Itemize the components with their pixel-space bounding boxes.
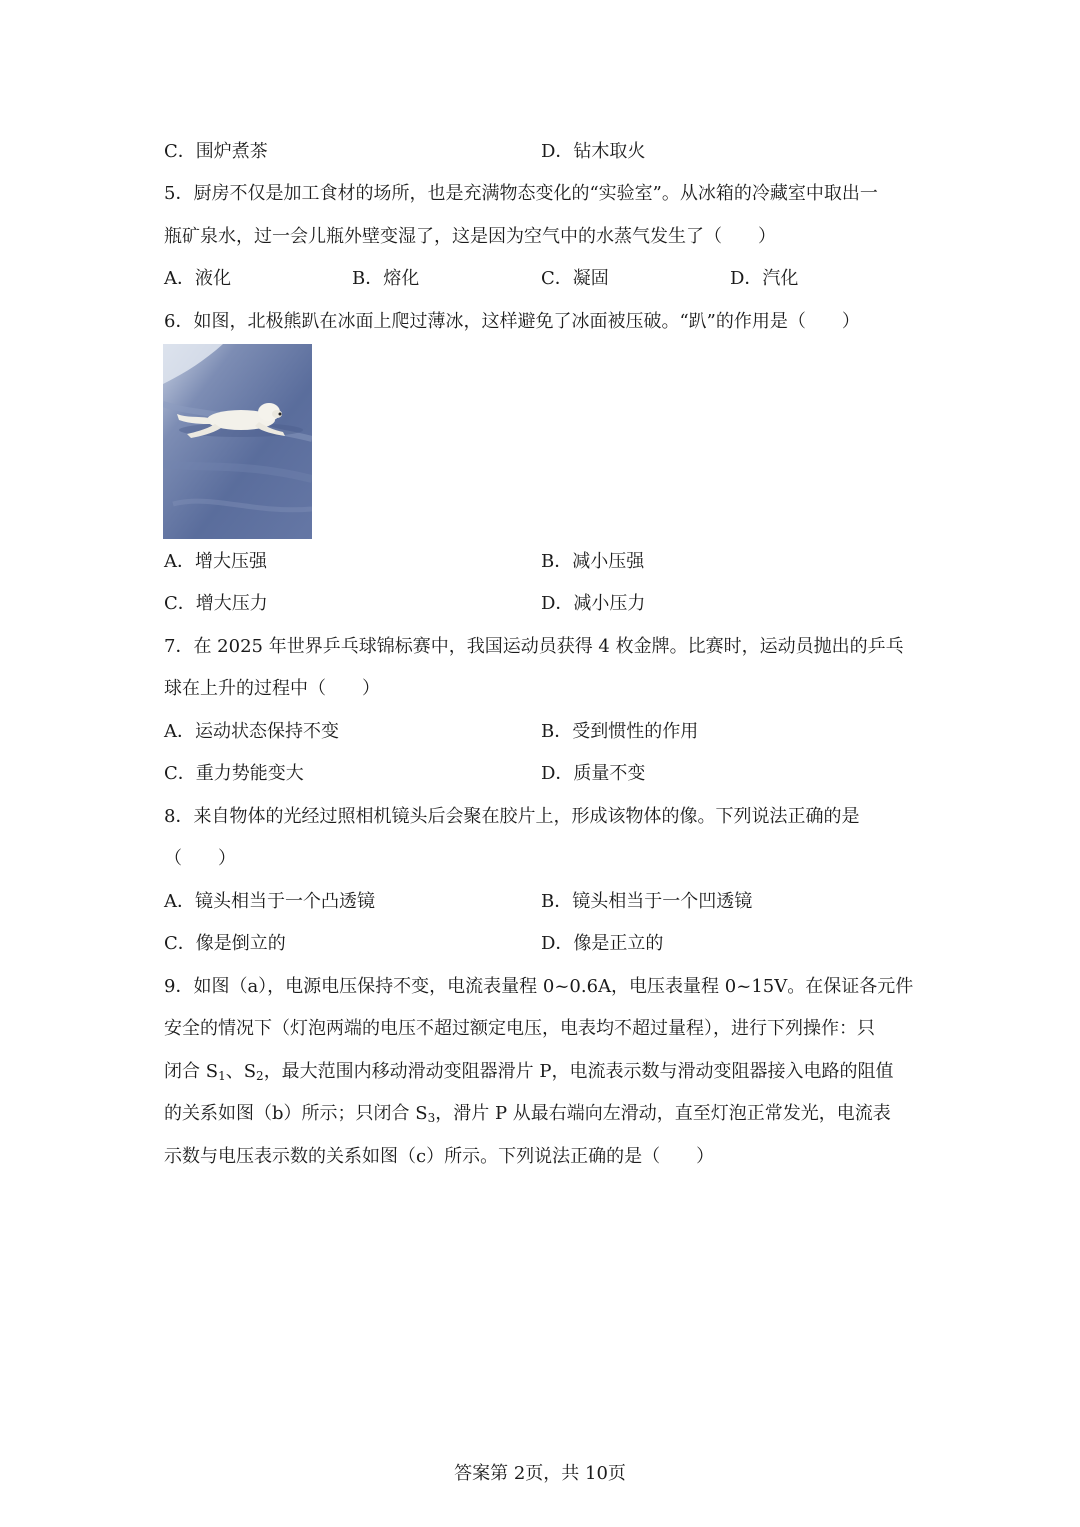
q9-text: 、S bbox=[225, 1061, 257, 1082]
q5-stem-line1: 5．厨房不仅是加工食材的场所，也是充满物态变化的“实验室”。从冰箱的冷藏室中取出一 bbox=[164, 183, 878, 204]
q5-option-d: D．汽化 bbox=[730, 268, 799, 289]
q9-text: ，滑片 P 从最右端向左滑动，直至灯泡正常发光，电流表 bbox=[435, 1103, 891, 1124]
q9-stem-line5: 示数与电压表示数的关系如图（c）所示。下列说法正确的是（ ） bbox=[164, 1146, 715, 1167]
q8-option-a: A．镜头相当于一个凸透镜 bbox=[164, 891, 375, 912]
q8-option-c: C．像是倒立的 bbox=[164, 933, 286, 954]
q7-option-b: B．受到惯性的作用 bbox=[541, 721, 699, 742]
q7-option-a: A．运动状态保持不变 bbox=[164, 721, 339, 742]
q9-stem-line1: 9．如图（a），电源电压保持不变，电流表量程 0~0.6A，电压表量程 0~15V。在保证各元件 bbox=[164, 976, 914, 997]
q7-stem-line1: 7．在 2025 年世界乒乓球锦标赛中，我国运动员获得 4 枚金牌。比赛时，运动员抛出的乒乓 bbox=[164, 636, 904, 657]
q6-option-a: A．增大压强 bbox=[164, 551, 267, 572]
q9-stem-line3 bbox=[164, 1060, 894, 1084]
q5-option-b: B．熔化 bbox=[352, 268, 420, 289]
q9-text: 闭合 S bbox=[164, 1061, 219, 1082]
q6-option-d: D．减小压力 bbox=[541, 593, 646, 614]
polar-bear-illustration bbox=[163, 344, 312, 539]
q8-option-b: B．镜头相当于一个凹透镜 bbox=[541, 891, 753, 912]
q5-option-c: C．凝固 bbox=[541, 268, 609, 289]
q9-subscript: 3 bbox=[427, 1111, 436, 1125]
q9-subscript: 1 bbox=[218, 1069, 226, 1083]
q9-subscript: 2 bbox=[256, 1069, 264, 1083]
q7-option-d: D．质量不变 bbox=[541, 763, 646, 784]
q8-option-d: D．像是正立的 bbox=[541, 933, 664, 954]
q5-option-a: A．液化 bbox=[164, 268, 231, 289]
q6-option-b: B．减小压强 bbox=[541, 551, 645, 572]
q8-stem-line1: 8．来自物体的光经过照相机镜头后会聚在胶片上，形成该物体的像。下列说法正确的是 bbox=[164, 806, 860, 827]
polar-bear-image bbox=[163, 344, 312, 539]
q7-option-c: C．重力势能变大 bbox=[164, 763, 304, 784]
q4-option-d: D．钻木取火 bbox=[541, 141, 646, 162]
page-footer: 答案第 2页，共 10页 bbox=[454, 1463, 626, 1484]
q8-stem-line2: （ ） bbox=[164, 848, 236, 869]
q5-stem-line2: 瓶矿泉水，过一会儿瓶外壁变湿了，这是因为空气中的水蒸气发生了（ ） bbox=[164, 226, 776, 247]
q6-option-c: C．增大压力 bbox=[164, 593, 268, 614]
q6-stem: 6．如图，北极熊趴在冰面上爬过薄冰，这样避免了冰面被压破。“趴”的作用是（ ） bbox=[164, 311, 860, 332]
q9-stem-line4 bbox=[164, 1102, 891, 1126]
q9-stem-line2: 安全的情况下（灯泡两端的电压不超过额定电压，电表均不超过量程），进行下列操作：只 bbox=[164, 1018, 875, 1039]
q9-text: ，最大范围内移动滑动变阻器滑片 P，电流表示数与滑动变阻器接入电路的阻值 bbox=[263, 1061, 894, 1082]
q9-text: 的关系如图（b）所示；只闭合 S bbox=[164, 1103, 428, 1124]
q7-stem-line2: 球在上升的过程中（ ） bbox=[164, 678, 380, 699]
q4-option-c: C．围炉煮茶 bbox=[164, 141, 268, 162]
